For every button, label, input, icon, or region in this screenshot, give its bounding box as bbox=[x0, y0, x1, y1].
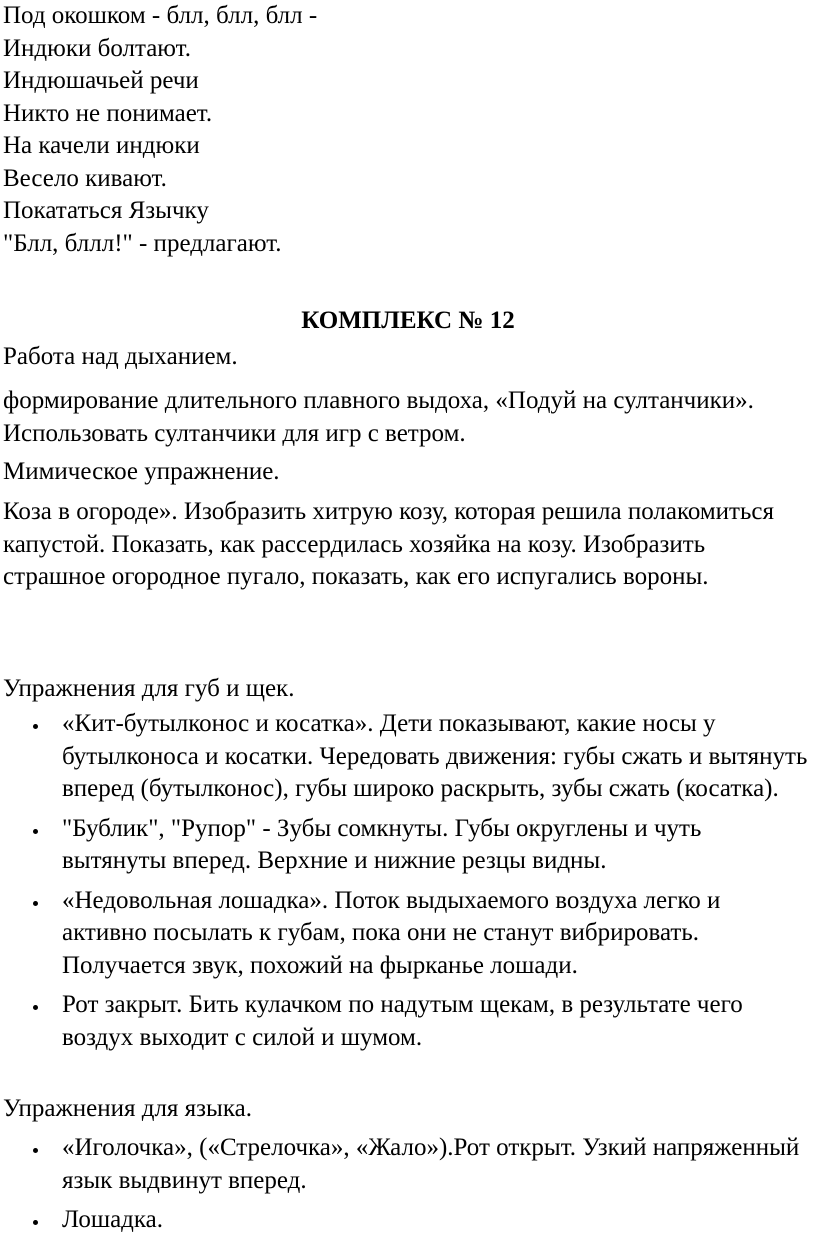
list-item-text: «Иголочка», («Стрелочка», «Жало»).Рот открыт. Узкий напряженный язык выдвинут вперед. bbox=[62, 1134, 800, 1194]
breathing-title: Работа над дыханием. bbox=[3, 343, 238, 370]
list-item bbox=[0, 813, 816, 878]
bullet-icon bbox=[33, 1148, 38, 1153]
list-item bbox=[0, 708, 816, 806]
tongue-section-title: Упражнения для языка. bbox=[3, 1095, 252, 1122]
mimic-text: Коза в огороде». Изобразить хитрую козу, которая решила полакомиться капустой. Показать, как рассердилась хозяйка на козу. Изобразить страшное огородное пугало, показать, как его испугались вороны. bbox=[3, 498, 774, 590]
poem-line: Покататься Язычку bbox=[3, 197, 209, 224]
list-item-text: Рот закрыт. Бить кулачком по надутым щекам, в результате чего воздух выходит с силой и шумом. bbox=[62, 991, 743, 1051]
bullet-icon bbox=[33, 829, 38, 834]
list-item-text: «Кит-бутылконос и косатка». Дети показывают, какие носы у бутылконоса и косатки. Чередовать движения: губы сжать и вытянуть вперед (бутылконос), губы широко раскрыть, зубы сжать (косатка). bbox=[62, 710, 808, 802]
lips-exercise-list bbox=[0, 708, 816, 1054]
poem-line: Весело кивают. bbox=[3, 164, 167, 192]
list-item bbox=[0, 1204, 816, 1237]
list-item bbox=[0, 1132, 816, 1197]
poem-line: Под окошком - блл, блл, блл - bbox=[3, 2, 318, 29]
poem-line: Индюшачьей речи bbox=[3, 67, 199, 94]
tongue-exercise-list bbox=[0, 1132, 816, 1237]
poem bbox=[3, 0, 317, 260]
poem-line: Индюки болтают. bbox=[3, 34, 191, 62]
bullet-icon bbox=[33, 1220, 38, 1225]
list-item-text: «Недовольная лошадка». Поток выдыхаемого воздуха легко и активно посылать к губам, пока они не станут вибрировать. Получается звук, похожий на фырканье лошади. bbox=[62, 886, 721, 979]
bullet-icon bbox=[33, 901, 38, 906]
bullet-icon bbox=[33, 1005, 38, 1010]
lips-section-title: Упражнения для губ и щек. bbox=[3, 675, 295, 702]
list-item bbox=[0, 885, 816, 983]
list-item-text: Лошадка. bbox=[62, 1206, 164, 1233]
breathing-text: формирование длительного плавного выдоха, «Подуй на султанчики». Использовать султанчики для игр с ветром. bbox=[3, 387, 754, 447]
poem-line: На качели индюки bbox=[3, 132, 200, 159]
list-item bbox=[0, 989, 816, 1054]
poem-line: Никто не понимает. bbox=[3, 99, 213, 127]
list-item-text: "Бублик", "Рупор" - Зубы сомкнуты. Губы округлены и чуть вытянуты вперед. Верхние и нижние резцы видны. bbox=[62, 814, 702, 874]
poem-line: "Блл, бллл!" - предлагают. bbox=[3, 229, 282, 257]
complex-heading: КОМПЛЕКС № 12 bbox=[301, 307, 515, 334]
mimic-title: Мимическое упражнение. bbox=[3, 458, 280, 485]
bullet-icon bbox=[33, 724, 38, 729]
